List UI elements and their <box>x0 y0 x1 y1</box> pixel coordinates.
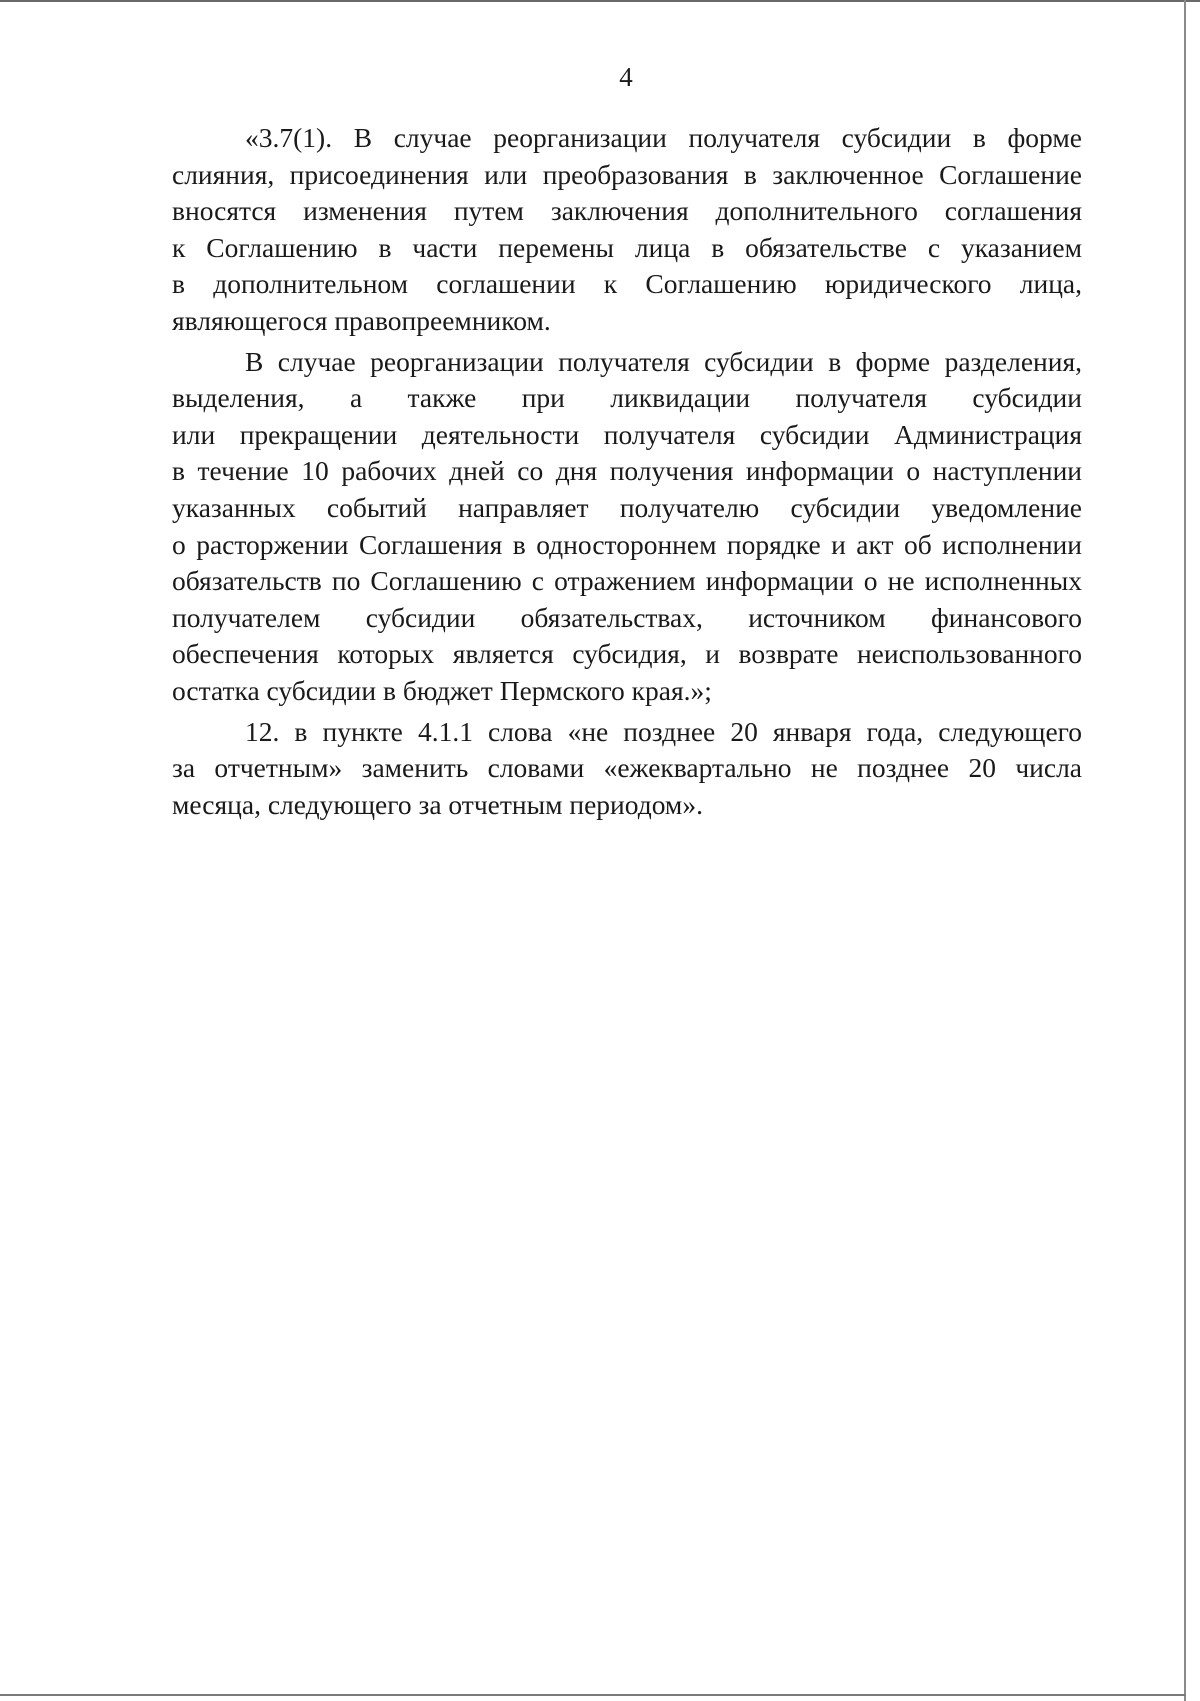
text-line: к Соглашению в части перемены лица в обязательстве с указанием <box>172 231 1082 263</box>
scan-edge-right <box>1184 0 1186 1701</box>
text-line: месяца, следующего за отчетным периодом». <box>172 788 703 820</box>
text-line: «3.7(1). В случае реорганизации получателя субсидии в форме <box>245 122 1082 153</box>
scan-edge-top <box>0 0 1200 2</box>
text-line: о расторжении Соглашения в одностороннем порядке и акт об исполнении <box>172 528 1082 560</box>
scan-edge-bottom <box>0 1694 1186 1696</box>
text-line: получателем субсидии обязательствах, источником финансового <box>172 601 1082 633</box>
text-line: указанных событий направляет получателю субсидии уведомление <box>172 491 1082 523</box>
page-number: 4 <box>619 62 633 92</box>
paragraph-item-12 <box>172 714 1082 824</box>
paragraph-clause-3-7-1 <box>172 120 1082 340</box>
text-line: 12. в пункте 4.1.1 слова «не позднее 20 января года, следующего <box>245 715 1082 747</box>
text-line: обеспечения которых является субсидия, и возврате неиспользованного <box>172 638 1082 670</box>
text-line: в течение 10 рабочих дней со дня получения информации о наступлении <box>172 455 1082 487</box>
text-line: В случае реорганизации получателя субсидии в форме разделения, <box>245 345 1082 377</box>
text-line: слияния, присоединения или преобразования в заключенное Соглашение <box>172 158 1082 190</box>
document-body <box>172 120 1082 823</box>
text-line: за отчетным» заменить словами «ежеквартально не позднее 20 числа <box>172 752 1082 784</box>
text-line: или прекращении деятельности получателя субсидии Администрация <box>172 418 1082 450</box>
text-line: в дополнительном соглашении к Соглашению юридического лица, <box>172 268 1082 300</box>
paragraph-reorganization <box>172 344 1082 710</box>
text-line: являющегося правопреемником. <box>172 304 551 336</box>
text-line: обязательств по Соглашению с отражением информации о не исполненных <box>172 565 1082 597</box>
text-line: остатка субсидии в бюджет Пермского края.»; <box>172 674 712 706</box>
text-line: вносятся изменения путем заключения дополнительного соглашения <box>172 195 1082 227</box>
text-line: выделения, а также при ликвидации получателя субсидии <box>172 382 1082 414</box>
